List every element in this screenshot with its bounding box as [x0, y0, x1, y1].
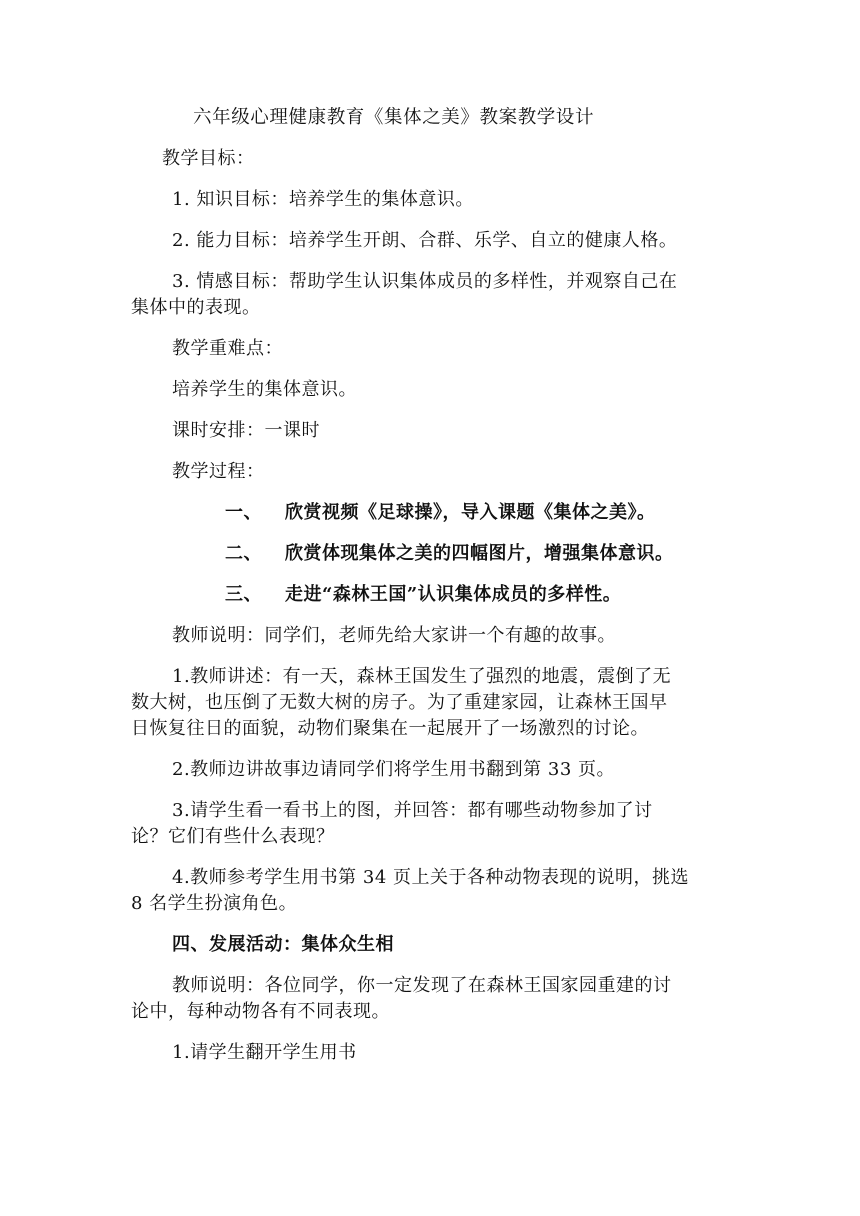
section-four-intro-line1: 教师说明：各位同学，你一定发现了在森林王国家园重建的讨: [172, 975, 672, 996]
objective-emotion-line1: 3. 情感目标：帮助学生认识集体成员的多样性，并观察自己在: [172, 271, 678, 292]
item-four-line1: 4.教师参考学生用书第 34 页上关于各种动物表现的说明，挑选: [172, 867, 690, 888]
objective-knowledge: 1. 知识目标：培养学生的集体意识。: [172, 189, 474, 210]
objective-emotion-line2: 集体中的表现。: [131, 297, 261, 318]
step-three-number: 三、: [225, 584, 262, 605]
document-title: 六年级心理健康教育《集体之美》教案教学设计: [193, 107, 595, 128]
key-points-text: 培养学生的集体意识。: [172, 379, 357, 400]
section-four-item-one: 1.请学生翻开学生用书: [172, 1042, 357, 1063]
section-four-intro-line2: 论中，每种动物各有不同表现。: [131, 1001, 390, 1022]
story-line-2: 数大树，也压倒了无数大树的房子。为了重建家园，让森林王国早: [131, 692, 668, 713]
item-three-line1: 3.请学生看一看书上的图，并回答：都有哪些动物参加了讨: [172, 800, 653, 821]
item-two: 2.教师边讲故事边请同学们将学生用书翻到第 33 页。: [172, 759, 616, 780]
story-line-1: 1.教师讲述：有一天，森林王国发生了强烈的地震，震倒了无: [172, 666, 672, 687]
section-four-heading: 四、发展活动：集体众生相: [172, 934, 394, 955]
step-one: [225, 501, 656, 525]
step-three-text: 走进“森林王国”认识集体成员的多样性。: [285, 584, 622, 605]
process-heading: 教学过程：: [172, 461, 265, 482]
objectives-heading: 教学目标：: [162, 148, 255, 169]
schedule-text: 课时安排：一课时: [172, 420, 320, 441]
objective-ability: 2. 能力目标：培养学生开朗、合群、乐学、自立的健康人格。: [172, 230, 678, 251]
step-two-number: 二、: [225, 543, 262, 564]
story-line-3: 日恢复往日的面貌，动物们聚集在一起展开了一场激烈的讨论。: [131, 718, 649, 739]
step-one-text: 欣赏视频《足球操》，导入课题《集体之美》。: [285, 502, 656, 523]
step-two: [225, 542, 674, 566]
step-two-text: 欣赏体现集体之美的四幅图片，增强集体意识。: [285, 543, 674, 564]
step-one-number: 一、: [225, 502, 262, 523]
item-three-line2: 论？它们有些什么表现？: [131, 826, 335, 847]
step-three: [225, 583, 621, 607]
item-four-line2: 8 名学生扮演角色。: [131, 893, 298, 914]
teacher-intro: 教师说明：同学们，老师先给大家讲一个有趣的故事。: [172, 625, 616, 646]
key-points-heading: 教学重难点：: [172, 338, 283, 359]
